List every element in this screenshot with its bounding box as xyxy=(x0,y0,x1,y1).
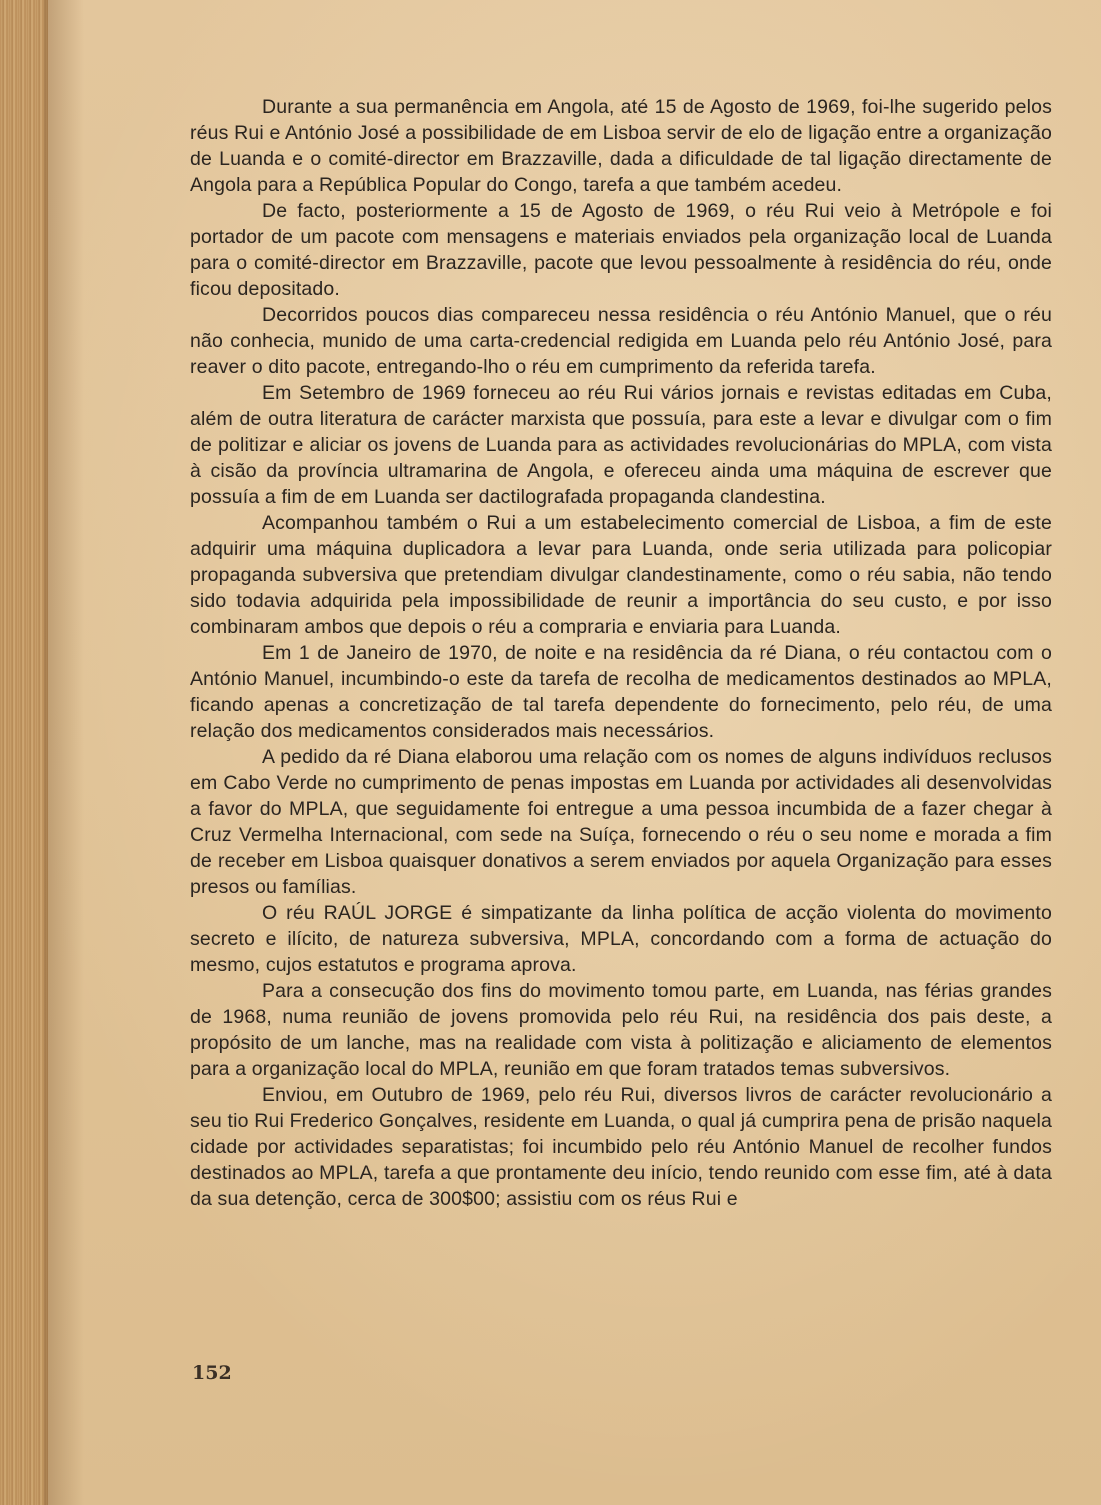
paragraph-2: De facto, posteriormente a 15 de Agosto de 1969, o réu Rui veio à Metrópole e foi portador de um pacote com mensagens e materiais enviados pela organização local de Luanda para o comité-director em Brazzaville, pacote que levou pessoalmente à residência do réu, onde ficou depositado. xyxy=(190,200,1052,300)
body-text xyxy=(190,94,1052,1212)
book-spine-edge xyxy=(0,0,48,1505)
paragraph-6: Em 1 de Janeiro de 1970, de noite e na residência da ré Diana, o réu contactou com o António Manuel, incumbindo-o este da tarefa de recolha de medicamentos destinados ao MPLA, ficando apenas a concretização de tal tarefa dependente do fornecimento, pelo réu, de uma relação dos medicamentos considerados mais necessários. xyxy=(190,642,1052,742)
page-number: 152 xyxy=(192,1362,232,1384)
paragraph-7: A pedido da ré Diana elaborou uma relação com os nomes de alguns indivíduos reclusos em Cabo Verde no cumprimento de penas impostas em Luanda por actividades ali desenvolvidas a favor do MPLA, que seguidamente foi entregue a uma pessoa incumbida de a fazer chegar à Cruz Vermelha Internacional, com sede na Suíça, fornecendo o réu o seu nome e morada a fim de receber em Lisboa quaisquer donativos a serem enviados por aquela Organização para esses presos ou famílias. xyxy=(190,746,1052,898)
paragraph-9: Para a consecução dos fins do movimento tomou parte, em Luanda, nas férias grandes de 1968, numa reunião de jovens promovida pelo réu Rui, na residência dos pais deste, a propósito de um lanche, mas na realidade com vista à politização e aliciamento de elementos para a organização local do MPLA, reunião em que foram tratados temas subversivos. xyxy=(190,980,1052,1080)
gutter-shadow xyxy=(44,0,84,1505)
paragraph-4: Em Setembro de 1969 forneceu ao réu Rui vários jornais e revistas editadas em Cuba, além de outra literatura de carácter marxista que possuía, para este a levar e divulgar com o fim de politizar e aliciar os jovens de Luanda para as actividades revolucionárias do MPLA, com vista à cisão da província ultramarina de Angola, e ofereceu ainda uma máquina de escrever que possuía a fim de em Luanda ser dactilografada propaganda clandestina. xyxy=(190,382,1052,508)
paragraph-3: Decorridos poucos dias compareceu nessa residência o réu António Manuel, que o réu não conhecia, munido de uma carta-credencial redigida em Luanda pelo réu António José, para reaver o dito pacote, entregando-lho o réu em cumprimento da referida tarefa. xyxy=(190,304,1052,378)
paragraph-5: Acompanhou também o Rui a um estabelecimento comercial de Lisboa, a fim de este adquirir uma máquina duplicadora a levar para Luanda, onde seria utilizada para policopiar propaganda subversiva que pretendiam divulgar clandestinamente, como o réu sabia, não tendo sido todavia adquirida pela impossibilidade de reunir a importância do seu custo, e por isso combinaram ambos que depois o réu a compraria e enviaria para Luanda. xyxy=(190,512,1052,638)
paragraph-10: Enviou, em Outubro de 1969, pelo réu Rui, diversos livros de carácter revolucionário a seu tio Rui Frederico Gonçalves, residente em Luanda, o qual já cumprira pena de prisão naquela cidade por actividades separatistas; foi incumbido pelo réu António Manuel de recolher fundos destinados ao MPLA, tarefa a que prontamente deu início, tendo reunido com esse fim, até à data da sua detenção, cerca de 300$00; assistiu com os réus Rui e xyxy=(190,1084,1052,1210)
paragraph-1: Durante a sua permanência em Angola, até 15 de Agosto de 1969, foi-lhe sugerido pelos réus Rui e António José a possibilidade de em Lisboa servir de elo de ligação entre a organização de Luanda e o comité-director em Brazzaville, dada a dificuldade de tal ligação directamente de Angola para a República Popular do Congo, tarefa a que também acedeu. xyxy=(190,96,1052,196)
paragraph-8: O réu RAÚL JORGE é simpatizante da linha política de acção violenta do movimento secreto e ilícito, de natureza subversiva, MPLA, concordando com a forma de actuação do mesmo, cujos estatutos e programa aprova. xyxy=(190,902,1052,976)
